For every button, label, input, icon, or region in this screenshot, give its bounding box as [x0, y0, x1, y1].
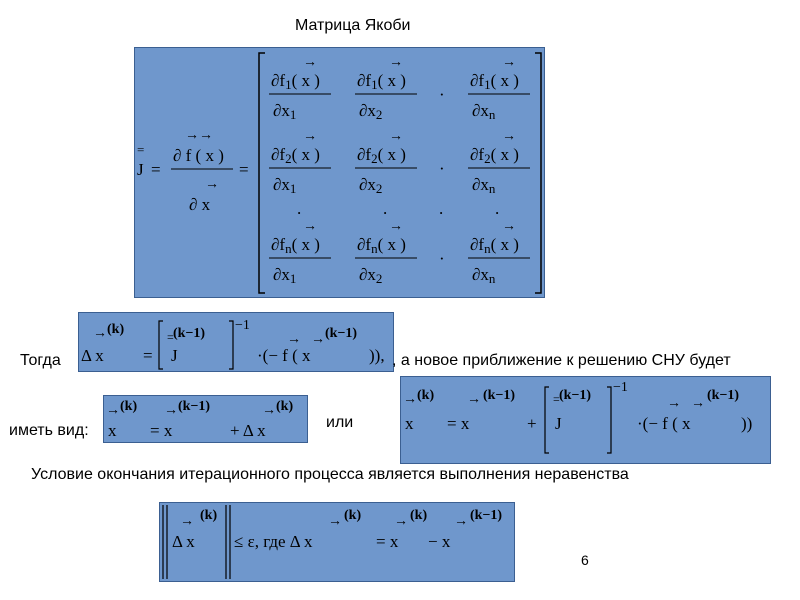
svg-text:)),: )), [369, 346, 385, 365]
svg-text:−1: −1 [235, 318, 250, 333]
svg-text:.: . [297, 199, 302, 218]
svg-text:J: J [171, 346, 178, 365]
svg-text:→: → [205, 177, 219, 192]
svg-text:∂xn: ∂xn [472, 175, 496, 196]
svg-text:∂fn( x ): ∂fn( x ) [271, 235, 320, 256]
jacobi-matrix-formula [134, 47, 545, 298]
svg-text:→: → [502, 55, 516, 70]
svg-text:J: J [555, 414, 562, 433]
svg-text:→: → [164, 403, 178, 418]
svg-text:(k−1): (k−1) [173, 326, 206, 341]
svg-text:∂fn( x ): ∂fn( x ) [470, 235, 519, 256]
update-long-formula [400, 376, 771, 464]
svg-text:=: = [239, 160, 249, 179]
slide-title: Матрица Якоби [295, 17, 411, 34]
jacobi-row-dots [297, 199, 499, 218]
svg-text:→: → [394, 514, 408, 529]
svg-text:→: → [691, 396, 705, 411]
svg-text:·(− f ( x: ·(− f ( x [257, 346, 311, 365]
svg-text:→: → [262, 403, 276, 418]
svg-text:)): )) [741, 414, 753, 433]
svg-text:≤ ε, где Δ x: ≤ ε, где Δ x [234, 532, 313, 551]
svg-text:x: x [108, 421, 117, 440]
svg-text:(k−1): (k−1) [707, 388, 740, 403]
svg-text:→: → [502, 219, 516, 234]
svg-text:= x: = x [376, 532, 399, 551]
svg-text:∂x2: ∂x2 [359, 175, 383, 196]
svg-text:∂ x: ∂ x [189, 195, 211, 214]
svg-text:→: → [311, 332, 325, 347]
svg-text:·: · [439, 85, 445, 104]
svg-text:∂x1: ∂x1 [273, 101, 297, 122]
svg-text:= x: = x [150, 421, 173, 440]
svg-text:= x: = x [447, 414, 470, 433]
jacobi-row-n [269, 219, 530, 286]
jacobi-row-2 [269, 129, 530, 196]
svg-text:− x: − x [428, 532, 451, 551]
update-long-graphic [401, 377, 770, 463]
svg-text:∂f1( x ): ∂f1( x ) [271, 71, 320, 92]
update-short-formula [103, 395, 308, 443]
text-then: Тогда [20, 352, 61, 369]
update-short-graphic [104, 396, 307, 442]
stop-condition-graphic [160, 503, 514, 581]
svg-text:→: → [389, 129, 403, 144]
svg-text:∂xn: ∂xn [472, 101, 496, 122]
delta-x-formula [78, 312, 394, 372]
svg-text:→: → [303, 129, 317, 144]
svg-text:∂x2: ∂x2 [359, 265, 383, 286]
delta-formula-graphic [79, 313, 393, 371]
svg-text:→: → [287, 332, 301, 347]
svg-text:(k): (k) [410, 508, 428, 523]
svg-text:(k): (k) [107, 322, 125, 337]
svg-text:(k): (k) [120, 399, 138, 414]
svg-text:.: . [383, 199, 388, 218]
svg-text:∂f1( x ): ∂f1( x ) [357, 71, 406, 92]
svg-text:Δ x: Δ x [172, 532, 195, 551]
svg-text:=: = [137, 142, 145, 157]
svg-text:=: = [151, 160, 161, 179]
svg-text:=: = [553, 392, 560, 406]
text-stop-condition: Условие окончания итерационного процесса является выполнения неравенства [31, 466, 629, 483]
jacobi-row-1 [269, 55, 530, 122]
svg-text:→: → [403, 392, 417, 407]
svg-text:.: . [495, 199, 500, 218]
svg-text:·: · [439, 159, 445, 178]
svg-text:→: → [502, 129, 516, 144]
svg-text:→: → [93, 326, 107, 341]
svg-text:∂f2( x ): ∂f2( x ) [470, 145, 519, 166]
svg-text:→: → [303, 219, 317, 234]
svg-text:→: → [106, 403, 120, 418]
svg-text:(k): (k) [200, 508, 218, 523]
text-or: или [326, 414, 354, 431]
svg-text:∂f2( x ): ∂f2( x ) [271, 145, 320, 166]
svg-text:−1: −1 [613, 380, 628, 395]
svg-text:·(− f ( x: ·(− f ( x [637, 414, 691, 433]
svg-text:→: → [180, 514, 194, 529]
svg-text:x: x [405, 414, 414, 433]
svg-text:J: J [137, 160, 144, 179]
svg-text:→→: →→ [185, 128, 213, 143]
jacobi-formula-graphic [135, 48, 544, 297]
page-number: 6 [581, 552, 589, 568]
svg-text:→: → [667, 396, 681, 411]
svg-text:(k−1): (k−1) [325, 326, 358, 341]
svg-text:∂f1( x ): ∂f1( x ) [470, 71, 519, 92]
svg-text:∂fn( x ): ∂fn( x ) [357, 235, 406, 256]
svg-text:(k−1): (k−1) [178, 399, 211, 414]
stop-condition-formula [159, 502, 515, 582]
svg-text:∂ f ( x ): ∂ f ( x ) [173, 146, 224, 165]
svg-text:→: → [454, 514, 468, 529]
svg-text:→: → [389, 55, 403, 70]
svg-text:∂x1: ∂x1 [273, 175, 297, 196]
svg-text:→: → [467, 392, 481, 407]
svg-text:(k−1): (k−1) [470, 508, 503, 523]
svg-text:Δ x: Δ x [81, 346, 104, 365]
svg-text:(k): (k) [417, 388, 435, 403]
svg-text:+: + [527, 414, 537, 433]
svg-text:∂x1: ∂x1 [273, 265, 297, 286]
svg-text:=: = [167, 330, 174, 344]
svg-text:→: → [328, 514, 342, 529]
svg-text:.: . [439, 199, 444, 218]
svg-text:(k): (k) [276, 399, 294, 414]
text-new-approximation: , а новое приближение к решению СНУ будет [392, 352, 731, 369]
svg-text:·: · [439, 249, 445, 268]
svg-text:∂xn: ∂xn [472, 265, 496, 286]
svg-text:∂f2( x ): ∂f2( x ) [357, 145, 406, 166]
svg-text:→: → [389, 219, 403, 234]
svg-text:→: → [303, 55, 317, 70]
svg-text:=: = [143, 346, 153, 365]
svg-text:(k−1): (k−1) [559, 388, 592, 403]
text-have-form: иметь вид: [9, 422, 89, 439]
svg-text:+ Δ x: + Δ x [230, 421, 266, 440]
svg-text:∂x2: ∂x2 [359, 101, 383, 122]
svg-text:(k−1): (k−1) [483, 388, 516, 403]
svg-text:(k): (k) [344, 508, 362, 523]
